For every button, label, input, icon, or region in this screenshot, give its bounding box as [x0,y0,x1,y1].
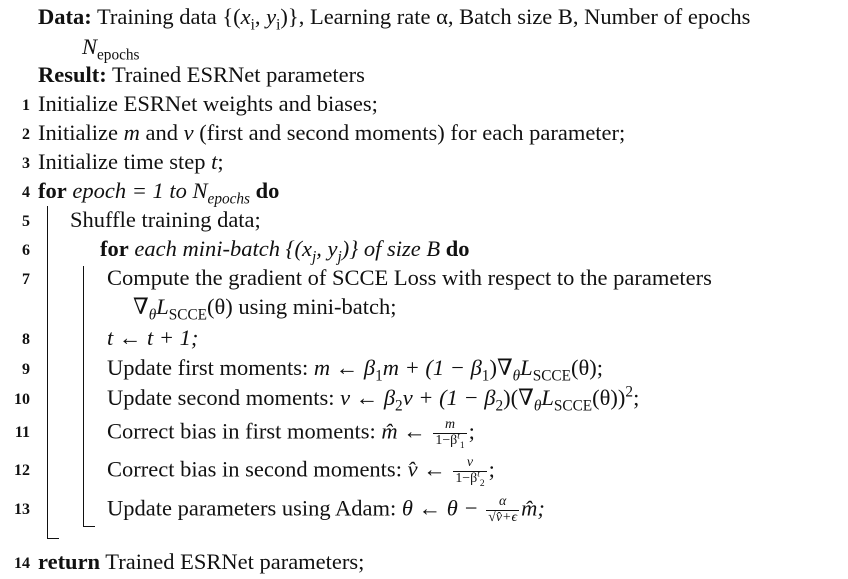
inner-loop-bar [83,266,84,527]
data-text-1: Training data {( [96,4,241,29]
outer-loop-bar [47,206,48,539]
data-label: Data: [38,4,92,29]
inner-loop-end [83,526,95,527]
result-text: Trained ESRNet parameters [111,62,365,87]
fraction: $\frac{\alpha}{√v̂+\epsilon}$ [488,494,518,525]
fraction: $\frac{m}{1-\beta^t_1}$ [435,417,465,451]
result-label: Result: [38,62,107,87]
fraction: $\frac{v}{1-\beta^t_2}$ [455,455,485,489]
outer-loop-end [47,538,59,539]
data-text-2: )}, Learning rate α, Batch size B, Number of epochs [280,4,751,29]
